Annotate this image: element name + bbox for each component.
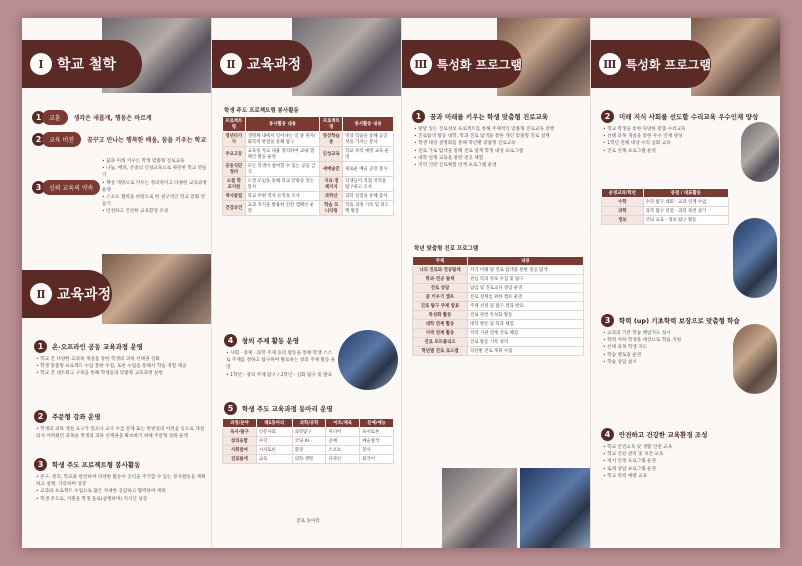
table-cell: 학년별 진로 로드맵 [413, 347, 468, 356]
subsection-title: 온·오프라인 공동 교육과정 운영 [52, 343, 143, 351]
table-cell: 꿈 키우기 캠프 [413, 293, 468, 302]
table-cell: 소셜 학교지원 [223, 177, 246, 192]
table-body [602, 198, 729, 225]
table-cell: 지역 기관 연계 진로 체험 [468, 329, 584, 338]
list-item: • 사회 · 경제 · 과학 주제 등의 활동을 통해 학생 스스로 주제를 정하고 탐구하여 발표하는 창의 주제 활동 운영 [226, 350, 336, 372]
table-row [223, 201, 394, 216]
table-title: 학생 주도 프로젝트형 봉사활동 [224, 108, 299, 114]
subsection-heading [601, 314, 740, 327]
table-cell: 과학탐구 [292, 428, 326, 437]
list-item: • 진로 가로 탐색을 통해 진로 설계 학생 대상 프로그램 [414, 148, 586, 155]
list-item: • 안전하고 건강한 교육환경 조성 [102, 208, 207, 215]
table-header: 프로젝트 명 [320, 117, 343, 132]
table-row [223, 192, 394, 201]
table-cell: 환경 [292, 446, 326, 455]
table-row [223, 132, 394, 147]
table-header: 봉사활동 내용 [343, 117, 394, 132]
section-banner [591, 40, 711, 88]
vision-label: 교육 비전 [42, 132, 81, 147]
table-row [413, 266, 584, 275]
number-badge: 1 [32, 111, 45, 124]
table-cell: 진로 포트폴리오 [413, 338, 468, 347]
table-cell: 관심 학과 정보 수집 및 탐구 [468, 275, 584, 284]
table-cell: 학년별 진로 계획 수립 [468, 347, 584, 356]
list-item: • 또래 상담 프로그램 운영 [603, 466, 775, 473]
number-badge: 5 [224, 402, 237, 415]
table-title: 학년 맞춤형 진로 프로그램 [414, 246, 479, 252]
number-badge: 1 [34, 340, 47, 353]
table-cell: 학습 과정 기록 및 피드백 활동 [343, 201, 394, 216]
table-cell: 모든 학생이 참여할 수 있는 공동 급식 [245, 162, 320, 177]
table-cell: 공예 [326, 437, 360, 446]
table-cell: 주요고등 [223, 147, 246, 162]
subsection-heading [34, 458, 140, 471]
subsection-title: 학생 주도 교육과정 동아리 운영 [242, 405, 333, 413]
table-cell: 코딩 교육 · 정보 탐구 활동 [643, 216, 728, 225]
table-cell: 특성화 활동 [413, 311, 468, 320]
table-row [413, 347, 584, 356]
table-cell: 진로탐색 [223, 455, 257, 464]
table-row [413, 284, 584, 293]
table-cell: 진로 관련 특성화 활동 [468, 311, 584, 320]
table-cell: 대학 방문 및 학과 체험 [468, 320, 584, 329]
bullet-list [603, 126, 743, 155]
table-header: 아트/체육 [326, 419, 360, 428]
table-cell: 과학 [602, 207, 644, 216]
list-item: • 대학 연계 교육을 통한 전공 체험 [414, 155, 586, 162]
list-item: • 발달 있는 진로정보 프로젝트를 통해 주체적인 맞춤형 진로교육 진행 [414, 126, 586, 133]
list-item: • 학생 주도로, 지원을 학생 을로(실행하며) 지식인 성장 [36, 496, 206, 503]
table-cell: 지역 연계 활동 [413, 329, 468, 338]
list-item: • 학교 건강 관리 및 보건 교육 [603, 451, 775, 458]
table-cell: 의학·생명 [292, 455, 326, 464]
table-header: 문예/예능 [360, 419, 394, 428]
list-item: • 학력 저하 학생을 대상으로 학습 지원 [603, 337, 733, 344]
list-item: • 학생의 과목 개설 요구가 있으나 교사 수급 문제 또는 반편성의 어려움 등으로 개설되지 어려웠던 과목을 학생의 과목 선택권을 확보하기 위해 주문형 강좌 운영 [36, 426, 206, 440]
table-header: 중점 / 대표활동 [643, 189, 728, 198]
table-row [413, 275, 584, 284]
table-header: 주제 [413, 257, 468, 266]
table-row [602, 207, 729, 216]
table-cell: 공동식단 정비 [223, 162, 246, 177]
list-item: • 책상 개방으로 키우는 정의적이고 다양한 교육과정 운영 [102, 180, 207, 194]
section-title: 교육과정 [247, 57, 302, 73]
number-badge: 4 [224, 334, 237, 347]
subsection-title: 학력 (up) 기초학력 보장으로 맞춤형 학습 [619, 317, 740, 325]
table-cell: 학습 모니터링 [320, 201, 343, 216]
roman-numeral: Ⅱ [30, 283, 52, 305]
table-cell: 나의 진로와 전공탐색 [413, 266, 468, 275]
activity-photo [338, 330, 398, 390]
table-cell: 수학 탐구 대회 · 교과 연계 수업 [643, 198, 728, 207]
number-badge: 3 [32, 181, 45, 194]
list-item: • 학생 대상 설명회를 통해 학년별 맞춤형 진로교육 [414, 140, 586, 147]
subsection-title: 학생 주도 프로젝트형 봉사활동 [52, 461, 141, 469]
motto-label: 교훈 [42, 110, 68, 125]
list-item: • 학습 멘토링 운영 [603, 352, 733, 359]
table-note: 진로 동아리 [296, 519, 320, 524]
table-cell: 새예술꾼 [320, 162, 343, 177]
list-item: • 진로 연계 프로그램 운영 [603, 148, 743, 155]
subsection-title: 꿈과 미래를 키우는 학생 맞춤형 진로교육 [430, 113, 549, 121]
table-cell: 진로 상담 [413, 284, 468, 293]
table-cell: 인문사회 [256, 428, 292, 437]
table-cell: 학생들이 직접 지역을 탐구하고 조사 [343, 177, 394, 192]
table-cell: 창의융합 [223, 437, 257, 446]
bullet-list [226, 350, 336, 379]
table-cell: 교육 [256, 455, 292, 464]
bullet-list [36, 474, 206, 503]
math-photo [741, 122, 779, 182]
panel-special-program-2 [591, 18, 780, 548]
table-row [413, 302, 584, 311]
table-header: 운영교과/학년 [602, 189, 644, 198]
table-cell: 예술창작 [360, 437, 394, 446]
table-row [413, 293, 584, 302]
table-row [223, 177, 394, 192]
list-item: • 1학년 : 창의 주제 탐구 / 2학년 : 심화 탐구 및 발표 [226, 372, 336, 379]
roman-numeral: Ⅲ [599, 53, 621, 75]
table-cell: 진로 활동 기록 정리 [468, 338, 584, 347]
table-header: 프로젝트 명 [223, 117, 246, 132]
table-cell: 독서·탐구 [223, 428, 257, 437]
table-body [413, 266, 584, 356]
bullet-list [36, 356, 206, 378]
promise-row [32, 180, 100, 195]
list-item: • 선택 과목 개설을 통한 우수 인재 양성 [603, 133, 743, 140]
subsection-title: 안전하고 건강한 교육환경 조성 [619, 431, 708, 439]
table-cell: 지리·경제지식 [320, 177, 343, 192]
table-cell: 학교 주변 역사 유적을 조사 [245, 192, 320, 201]
list-item: • 학교 학생을 통한 다양한 맞춤 수리교육 [603, 126, 743, 133]
subsection-heading [224, 402, 333, 415]
table-cell: 과학 탐구 실험 · 과학 축전 참가 [643, 207, 728, 216]
table-cell: 코딩·AI [292, 437, 326, 446]
section-title: 학교 철학 [57, 57, 116, 73]
subsection-heading [34, 340, 143, 353]
math-table [601, 188, 729, 225]
promise-label: 신뢰 교육의 약속 [42, 180, 100, 195]
table-cell: 수학 [256, 437, 292, 446]
table-cell: 학과·전공 탐색 [413, 275, 468, 284]
section-title: 특성화 프로그램 [625, 57, 711, 72]
table-row [223, 147, 394, 162]
number-badge: 2 [34, 410, 47, 423]
table-row [413, 329, 584, 338]
career-table [412, 256, 584, 356]
number-badge: 3 [34, 458, 47, 471]
roman-numeral: Ⅱ [220, 53, 242, 75]
list-item: • 선택 과목 학생 지도 [603, 344, 733, 351]
list-item: • 교과의 기본 학습 책임지도 실시 [603, 330, 733, 337]
roman-numeral: Ⅰ [30, 53, 52, 75]
number-badge: 3 [601, 314, 614, 327]
table-cell: 학교 폭력 예방 교육 운영 [343, 147, 394, 162]
subsection-heading [224, 334, 299, 347]
table-row [602, 216, 729, 225]
table-cell: 스포츠 [326, 446, 360, 455]
promise-list [102, 158, 207, 216]
subsection-heading [34, 410, 100, 423]
subsection-heading [601, 110, 758, 123]
class-photo [733, 218, 777, 298]
table-cell: 시사토론 [256, 446, 292, 455]
number-badge: 2 [601, 110, 614, 123]
list-item: • 친구, 원리, 학교와 관련하여 다양한 활동이 공익을 주기할 수 있는 봉사활동을 계획하고 실행, 기록하며 성장 [36, 474, 206, 488]
section-banner [402, 40, 522, 88]
subsection-heading [412, 110, 548, 123]
section-title: 특성화 프로그램 [436, 57, 522, 72]
list-item: • 정서 안정 프로그램 운영 [603, 458, 775, 465]
table-row [223, 446, 394, 455]
number-badge: 1 [412, 110, 425, 123]
roman-numeral: Ⅲ [410, 53, 432, 75]
section-banner [22, 270, 112, 318]
list-item: • 1학년 전체 대상 수리 심화 교육 [603, 140, 743, 147]
table-row [413, 311, 584, 320]
table-header: 제1동아리 [256, 419, 292, 428]
career-photo [520, 468, 591, 548]
table-cell: 건강과건 [223, 201, 246, 216]
study-photo [733, 324, 777, 394]
table-cell: 수학 [602, 198, 644, 207]
list-item: • 꿈과 미래 키우는 학생 맞춤형 진로교육 [102, 158, 207, 165]
table-cell: 주제 선정 및 탐구 결과 발표 [468, 302, 584, 311]
vision-text: 꿈꾸고 만나는 행복한 배움, 꿈을 키우는 학교 [87, 137, 207, 144]
brochure-sheet [22, 18, 780, 548]
subsection-title: 미래 지식 사회를 선도할 수리교육 우수인재 양성 [619, 113, 759, 121]
list-item: • 나눔, 배려, 존중의 인성교육으로 따뜻한 학교 만들기 [102, 165, 207, 179]
table-row [223, 162, 394, 177]
table-row [223, 437, 394, 446]
table-cell: 교과 지식을 활용한 건강 캠페인 운영 [245, 201, 320, 216]
career-photo [442, 468, 517, 548]
table-row [413, 320, 584, 329]
subsection-title: 주문형 강좌 운영 [52, 413, 101, 421]
table-row [413, 338, 584, 347]
list-item: • 학교 간 다양한 교과목 개설을 통한 학생의 과목 선택권 강화 [36, 356, 206, 363]
table-cell: 영상 학습을 통해 공공성을 가지는 봉사 [343, 132, 394, 147]
table-row [223, 455, 394, 464]
motto-text: 생각은 새롭게, 행동은 바르게 [73, 115, 152, 122]
table-header: 봉사활동 내용 [245, 117, 320, 132]
table-cell: 디자인 [326, 455, 360, 464]
bullet-list [603, 330, 733, 366]
list-item: • 학교 안전교육 및 생활 안전 교육 [603, 444, 775, 451]
motto-row [32, 110, 152, 125]
panel-school-philosophy [22, 18, 211, 548]
table-cell: 봉사 [360, 446, 394, 455]
list-item: • 학생 맞춤형 프로젝트 수업 통한 수업, 토론 수업을 통해서 학습 경험 제공 [36, 363, 206, 370]
volunteer-table [222, 116, 394, 216]
table-cell: 대학 연계 활동 [413, 320, 468, 329]
table-cell: 사회참여 [223, 446, 257, 455]
table-cell: 과학 실험을 통해 봉사 [343, 192, 394, 201]
subsection-heading [601, 428, 707, 441]
club-table [222, 418, 394, 464]
list-item: • 스포츠 협력을 바탕으로 한 친구적인 학교 문화 만들기 [102, 194, 207, 208]
list-item: • 학습 상담 실시 [603, 359, 733, 366]
table-body [223, 132, 394, 216]
table-cell: 진로 설계를 위한 캠프 운영 [468, 293, 584, 302]
list-item: • 지역 기반 진로체험 연계 프로그램 운영 [414, 162, 586, 169]
table-row [602, 198, 729, 207]
list-item: • 진로탐색 활동 대학, 학과 진로 탐색을 통한 개인 맞춤형 진로 설계 [414, 133, 586, 140]
table-header: 과학/공학 [292, 419, 326, 428]
table-cell: 자기 이해 및 진로 탐색을 통한 전공 탐색 [468, 266, 584, 275]
section-title: 교육과정 [57, 287, 112, 303]
section-banner [22, 40, 142, 88]
table-cell: 생명체 내에서 일어나는 일 중 원자/화학적 관점을 통해 탐구 [245, 132, 320, 147]
table-cell: 새로운 예술 공연 봉사 [343, 162, 394, 177]
students-photo [102, 254, 211, 324]
list-item: • 학교 간 네트워크 구축을 통해 학생들의 맞춤형 교육과정 실현 [36, 370, 206, 377]
list-item: • 학교 폭력 예방 교육 [603, 473, 775, 480]
table-cell: 담임 및 진로교사 상담 운영 [468, 284, 584, 293]
subsection-title: 창의 주제 활동 운영 [242, 337, 300, 345]
number-badge: 2 [32, 133, 45, 146]
table-body [223, 428, 394, 464]
table-cell: 과학산 [320, 192, 343, 201]
table-cell: 인성교육 [320, 147, 343, 162]
table-cell: 교육청 자료 내용 정리하여 교내 캠페인 활동 운영 [245, 147, 320, 162]
vision-row [32, 132, 206, 147]
table-cell: 독서토론 [360, 428, 394, 437]
table-cell: 정보 [602, 216, 644, 225]
list-item: • 교과와 프로젝트 수업으로 많은 자세한 공감하고 협력하여 세워 [36, 488, 206, 495]
panel-curriculum [212, 18, 401, 548]
table-header: 과정/분야 [223, 419, 257, 428]
table-row [223, 428, 394, 437]
number-badge: 4 [601, 428, 614, 441]
bullet-list [414, 126, 586, 169]
table-cell: 역사클럽 [223, 192, 246, 201]
section-banner [212, 40, 312, 88]
table-cell: 소셜 모임을 통해 학교 안팎을 잇는 봉사 [245, 177, 320, 192]
table-header: 내용 [468, 257, 584, 266]
table-cell: 정년다가가 [223, 132, 246, 147]
table-cell: 외국어 [360, 455, 394, 464]
bullet-list [603, 444, 775, 480]
table-cell: 미디어 [326, 428, 360, 437]
panel-special-program [402, 18, 591, 548]
table-cell: 영상학습중 [320, 132, 343, 147]
table-cell: 진로 탐구 주제 발표 [413, 302, 468, 311]
bullet-list [36, 426, 206, 440]
